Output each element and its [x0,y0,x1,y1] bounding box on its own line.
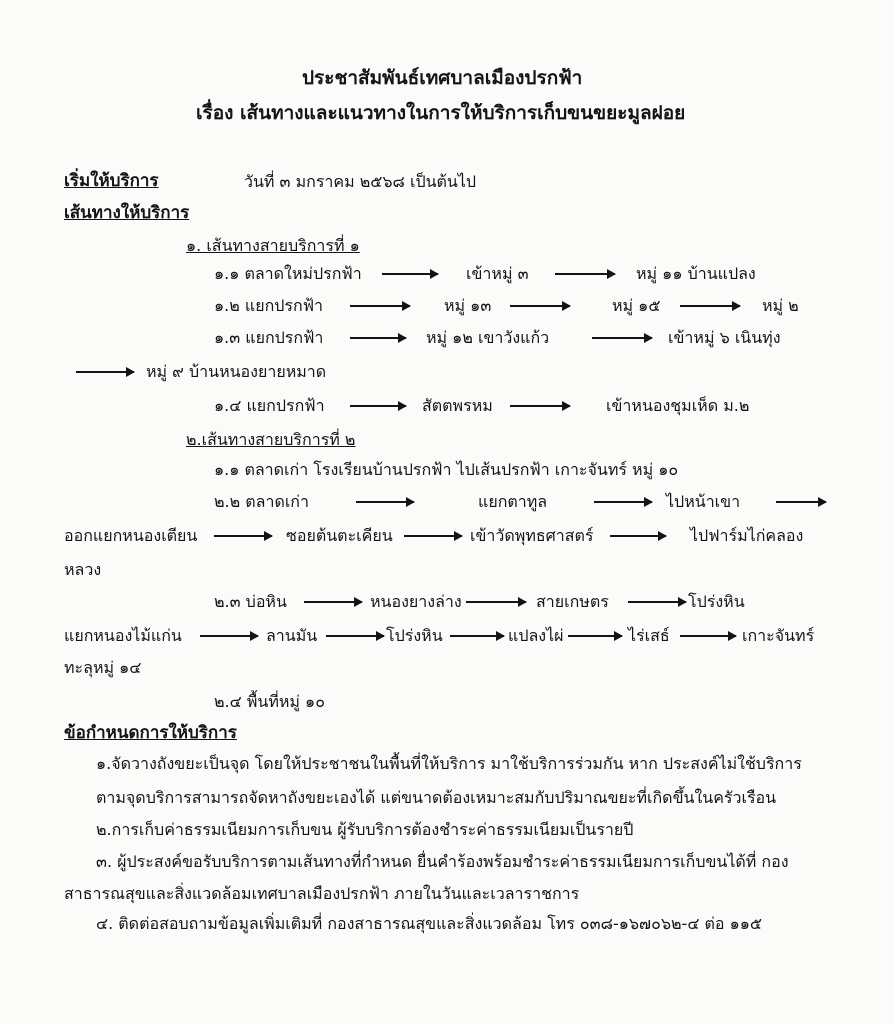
right-arrow-icon [680,635,736,637]
right-arrow-icon [200,635,258,637]
right-arrow-icon [776,501,826,503]
route-stop: โปร่งหิน [386,626,443,645]
route-stop: ๒.๓ บ่อหิน [214,592,287,611]
rule-1-line-1: ๑.จัดวางถังขยะเป็นจุด โดยให้ประชาชนในพื้นที่ให้บริการ มาใช้บริการร่วมกัน หาก ประสงค์ไม่ใช้บริการ [96,754,802,773]
right-arrow-icon [350,405,406,407]
right-arrow-icon [450,635,504,637]
right-arrow-icon [510,305,570,307]
route-stop: หมู่ ๙ บ้านหนองยายหมาด [146,362,327,381]
route-stop: ไปฟาร์มไก่คลอง [690,526,804,545]
right-arrow-icon [404,535,462,537]
right-arrow-icon [350,305,410,307]
right-arrow-icon [628,601,686,603]
rule-3-line-2: สาธารณสุขและสิ่งแวดล้อมเทศบาลเมืองปรกฟ้า ภายในวันและเวลาราชการ [64,884,580,903]
right-arrow-icon [610,535,666,537]
route-stop: หมู่ ๑๕ [612,296,661,315]
route-stop: สัตตพรหม [422,396,493,415]
rule-3-line-1: ๓. ผู้ประสงค์ขอรับบริการตามเส้นทางที่กำหนด ยื่นคำร้องพร้อมชำระค่าธรรมเนียมการเก็บขนได้ที่ กอง [96,852,789,871]
right-arrow-icon [214,535,272,537]
right-arrow-icon [304,601,362,603]
route-stop: ไร่เสธ์ [628,626,670,645]
routes-heading: เส้นทางให้บริการ [64,203,190,223]
route-stop: หนองยางล่าง [370,592,462,611]
route-stop: หมู่ ๑๑ บ้านแปลง [636,264,756,283]
route-stop: เข้าวัดพุทธศาสตร์ [470,526,594,545]
route-stop: ๒.๒ ตลาดเก่า [214,492,309,511]
rule-2: ๒.การเก็บค่าธรรมเนียมการเก็บขน ผู้รับบริการต้องชำระค่าธรรมเนียมเป็นรายปี [96,820,634,839]
route-stop: ๑.๓ แยกปรกฟ้า [214,328,324,347]
route2-heading: ๒.เส้นทางสายบริการที่ ๒ [186,430,356,449]
route-stop: ๑.๔ แยกปรกฟ้า [214,396,325,415]
title-line-2: เรื่อง เส้นทางและแนวทางในการให้บริการเก็บขนขยะมูลฝอย [196,102,686,124]
route-2-1: ๑.๑ ตลาดเก่า โรงเรียนบ้านปรกฟ้า ไปเส้นปรกฟ้า เกาะจันทร์ หมู่ ๑๐ [214,460,679,479]
route-stop: ๑.๑ ตลาดใหม่ปรกฟ้า [214,264,362,283]
route-stop: ทะลุหมู่ ๑๔ [64,658,142,677]
rules-heading: ข้อกำหนดการให้บริการ [64,723,237,743]
right-arrow-icon [592,337,652,339]
right-arrow-icon [382,273,438,275]
route-stop: โปร่งหิน [688,592,745,611]
route-stop: ซอยต้นตะเคียน [286,526,393,545]
right-arrow-icon [326,635,384,637]
route-stop: แยกตาทูล [478,492,548,511]
route-stop: แปลงไผ่ [508,626,564,645]
rule-4: ๔. ติดต่อสอบถามข้อมูลเพิ่มเติมที่ กองสาธารณสุขและสิ่งแวดล้อม โทร ๐๓๘-๑๖๗๐๖๒-๔ ต่อ ๑๑๕ [96,914,763,933]
right-arrow-icon [466,601,526,603]
start-date: วันที่ ๓ มกราคม ๒๕๖๘ เป็นต้นไป [244,172,477,191]
route-stop: แยกหนองไม้แก่น [64,626,182,645]
route-stop: ไปหน้าเขา [666,492,741,511]
right-arrow-icon [568,635,622,637]
route-stop: หมู่ ๑๓ [444,296,492,315]
route-stop: หมู่ ๑๒ เขาวังแก้ว [426,328,550,347]
route-stop: ลานมัน [266,626,318,645]
right-arrow-icon [510,405,570,407]
route-stop: เข้าหมู่ ๓ [466,264,529,283]
right-arrow-icon [555,273,615,275]
route-stop: หมู่ ๒ [762,296,799,315]
title-line-1: ประชาสัมพันธ์เทศบาลเมืองปรกฟ้า [302,67,583,89]
right-arrow-icon [76,371,134,373]
route-stop: หลวง [64,560,102,579]
start-label: เริ่มให้บริการ [64,171,159,191]
route-stop: เข้าหนองชุมเห็ด ม.๒ [606,396,750,415]
route-stop: ออกแยกหนองเตียน [64,526,198,545]
right-arrow-icon [356,501,414,503]
right-arrow-icon [350,337,406,339]
right-arrow-icon [594,501,652,503]
route-stop: สายเกษตร [536,592,609,611]
route1-heading: ๑. เส้นทางสายบริการที่ ๑ [186,236,360,255]
route-stop: เกาะจันทร์ [742,626,815,645]
rule-1-line-2: ตามจุดบริการสามารถจัดหาถังขยะเองได้ แต่ขนาดต้องเหมาะสมกับปริมาณขยะที่เกิดขึ้นในครัวเรือน [96,788,777,807]
route-2-4: ๒.๔ พื้นที่หมู่ ๑๐ [214,692,325,711]
route-stop: ๑.๒ แยกปรกฟ้า [214,296,323,315]
right-arrow-icon [680,305,740,307]
route-stop: เข้าหมู่ ๖ เนินทุ่ง [668,328,781,347]
